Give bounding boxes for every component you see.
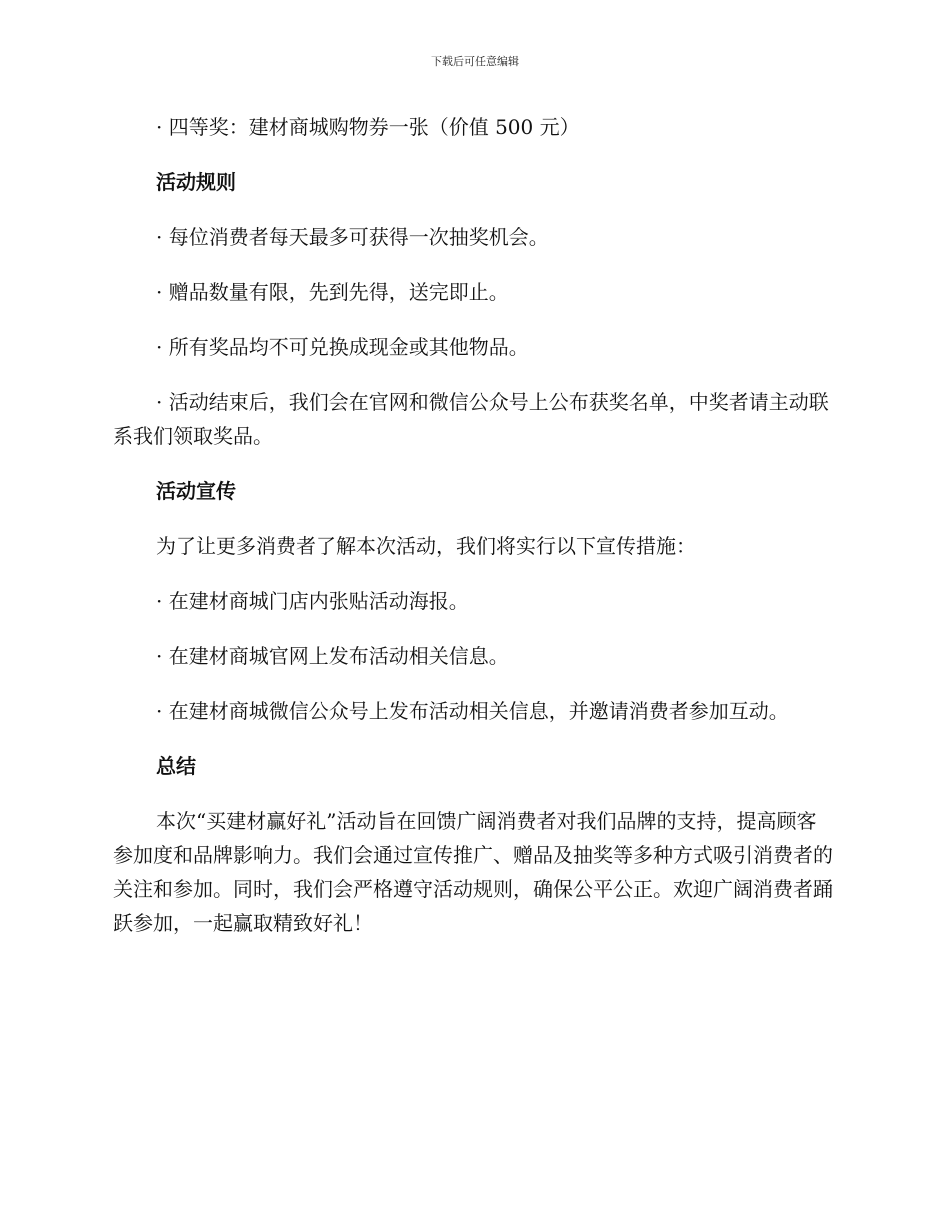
rule-item: · 赠品数量有限，先到先得，送完即止。 (156, 280, 509, 304)
promotion-intro: 为了让更多消费者了解本次活动，我们将实行以下宣传措施： (156, 534, 696, 558)
summary-paragraph: 本次“买建材赢好礼”活动旨在回馈广阔消费者对我们品牌的支持，提高顾客参加度和品牌影响力。我们会通过宣传推广、赠品及抽奖等多种方式吸引消费者的关注和参加。同时，我们会严格遵守活动规则，确保公平公正。欢迎广阔消费者踊跃参加，一起赢取精致好礼！ (113, 809, 833, 935)
section-heading-summary: 总结 (156, 754, 196, 778)
document-body (113, 110, 833, 961)
section-heading-rules: 活动规则 (156, 170, 236, 194)
rule-item: · 所有奖品均不可兑换成现金或其他物品。 (156, 335, 529, 359)
prize-fourth: · 四等奖：建材商城购物券一张（价值 500 元） (156, 115, 580, 139)
section-heading-promotion: 活动宣传 (156, 479, 236, 503)
rule-item: · 活动结束后，我们会在官网和微信公众号上公布获奖名单，中奖者请主动联系我们领取奖品。 (113, 390, 829, 448)
page-header: 下载后可任意编辑 (431, 55, 519, 68)
promotion-item: · 在建材商城官网上发布活动相关信息。 (156, 644, 509, 668)
promotion-item: · 在建材商城微信公众号上发布活动相关信息，并邀请消费者参加互动。 (156, 699, 789, 723)
rule-item: · 每位消费者每天最多可获得一次抽奖机会。 (156, 225, 549, 249)
promotion-item: · 在建材商城门店内张贴活动海报。 (156, 589, 469, 613)
